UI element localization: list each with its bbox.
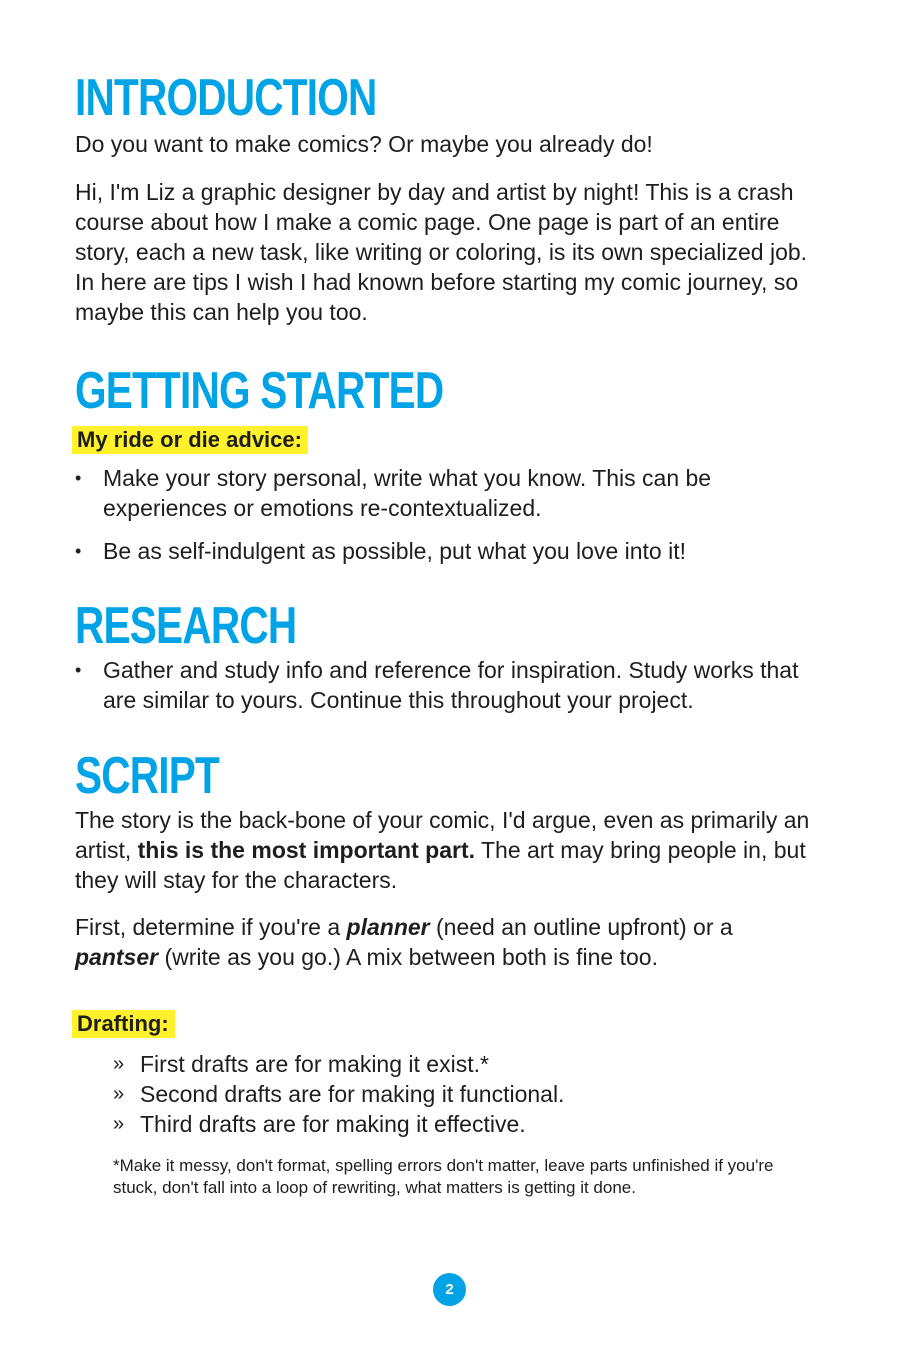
introduction-paragraph: Hi, I'm Liz a graphic designer by day and artist by night! This is a crash course about how I make a comic page. One page is part of an entire story, each a new task, like writing or coloring, is its own specialized job. In here are tips I wish I had known before starting my comic journey, so maybe this can help you too. [75, 179, 808, 325]
list-item-text: Be as self-indulgent as possible, put what you love into it! [103, 538, 687, 564]
advice-highlight-wrapper [75, 426, 820, 454]
chevron-right-icon: » [113, 1113, 125, 1135]
drafting-footnote: *Make it messy, don't format, spelling errors don't matter, leave parts unfinished if you're stuck, don't fall into a loop of rewriting, what matters is getting it done. [113, 1156, 774, 1197]
list-item-text: Gather and study info and reference for inspiration. Study works that are similar to yours. Continue this throughout your project. [103, 657, 799, 713]
script-paragraph-2 [75, 912, 820, 972]
research-list [75, 655, 820, 715]
getting-started-list [75, 463, 820, 566]
getting-started-heading: GETTING STARTED [75, 362, 444, 420]
list-item [75, 536, 820, 566]
bullet-icon: • [75, 468, 82, 488]
script-p1-text-end: The art may bring people in, but they will stay for the characters. [75, 837, 806, 893]
list-item-text: Second drafts are for making it functional. [140, 1081, 565, 1107]
drafting-highlight: Drafting: [72, 1010, 175, 1038]
planner-term: planner [346, 914, 430, 940]
list-item [113, 1049, 858, 1079]
pantser-term: pantser [75, 944, 159, 970]
list-item [75, 655, 820, 715]
script-p1-text: The story is the back-bone of your comic, I'd argue, even as primarily an artist, [75, 807, 810, 863]
list-item-text: Third drafts are for making it effective. [140, 1111, 526, 1137]
script-p1-emphasis: this is the most important part. [137, 837, 475, 863]
list-item-text: Make your story personal, write what you know. This can be experiences or emotions re-contextualized. [103, 465, 712, 521]
drafting-highlight-wrapper [75, 1010, 820, 1038]
script-p2-text-mid: (need an outline upfront) or a [429, 914, 733, 940]
list-item [113, 1109, 858, 1139]
chevron-right-icon: » [113, 1053, 125, 1075]
script-paragraph-1 [75, 805, 820, 895]
list-item-text: First drafts are for making it exist.* [140, 1051, 489, 1077]
advice-highlight: My ride or die advice: [72, 426, 308, 454]
page-number-badge: 2 [433, 1273, 466, 1306]
chevron-right-icon: » [113, 1083, 125, 1105]
bullet-icon: • [75, 660, 82, 680]
list-item [75, 463, 820, 523]
research-heading: RESEARCH [75, 597, 297, 655]
script-heading: SCRIPT [75, 747, 220, 805]
script-p2-text-end: (write as you go.) A mix between both is fine too. [158, 944, 658, 970]
list-item [113, 1079, 858, 1109]
script-p2-text: First, determine if you're a [75, 914, 347, 940]
bullet-icon: • [75, 541, 82, 561]
drafts-list [75, 1049, 858, 1139]
introduction-heading: INTRODUCTION [75, 69, 377, 127]
introduction-lead: Do you want to make comics? Or maybe you already do! [75, 131, 653, 157]
